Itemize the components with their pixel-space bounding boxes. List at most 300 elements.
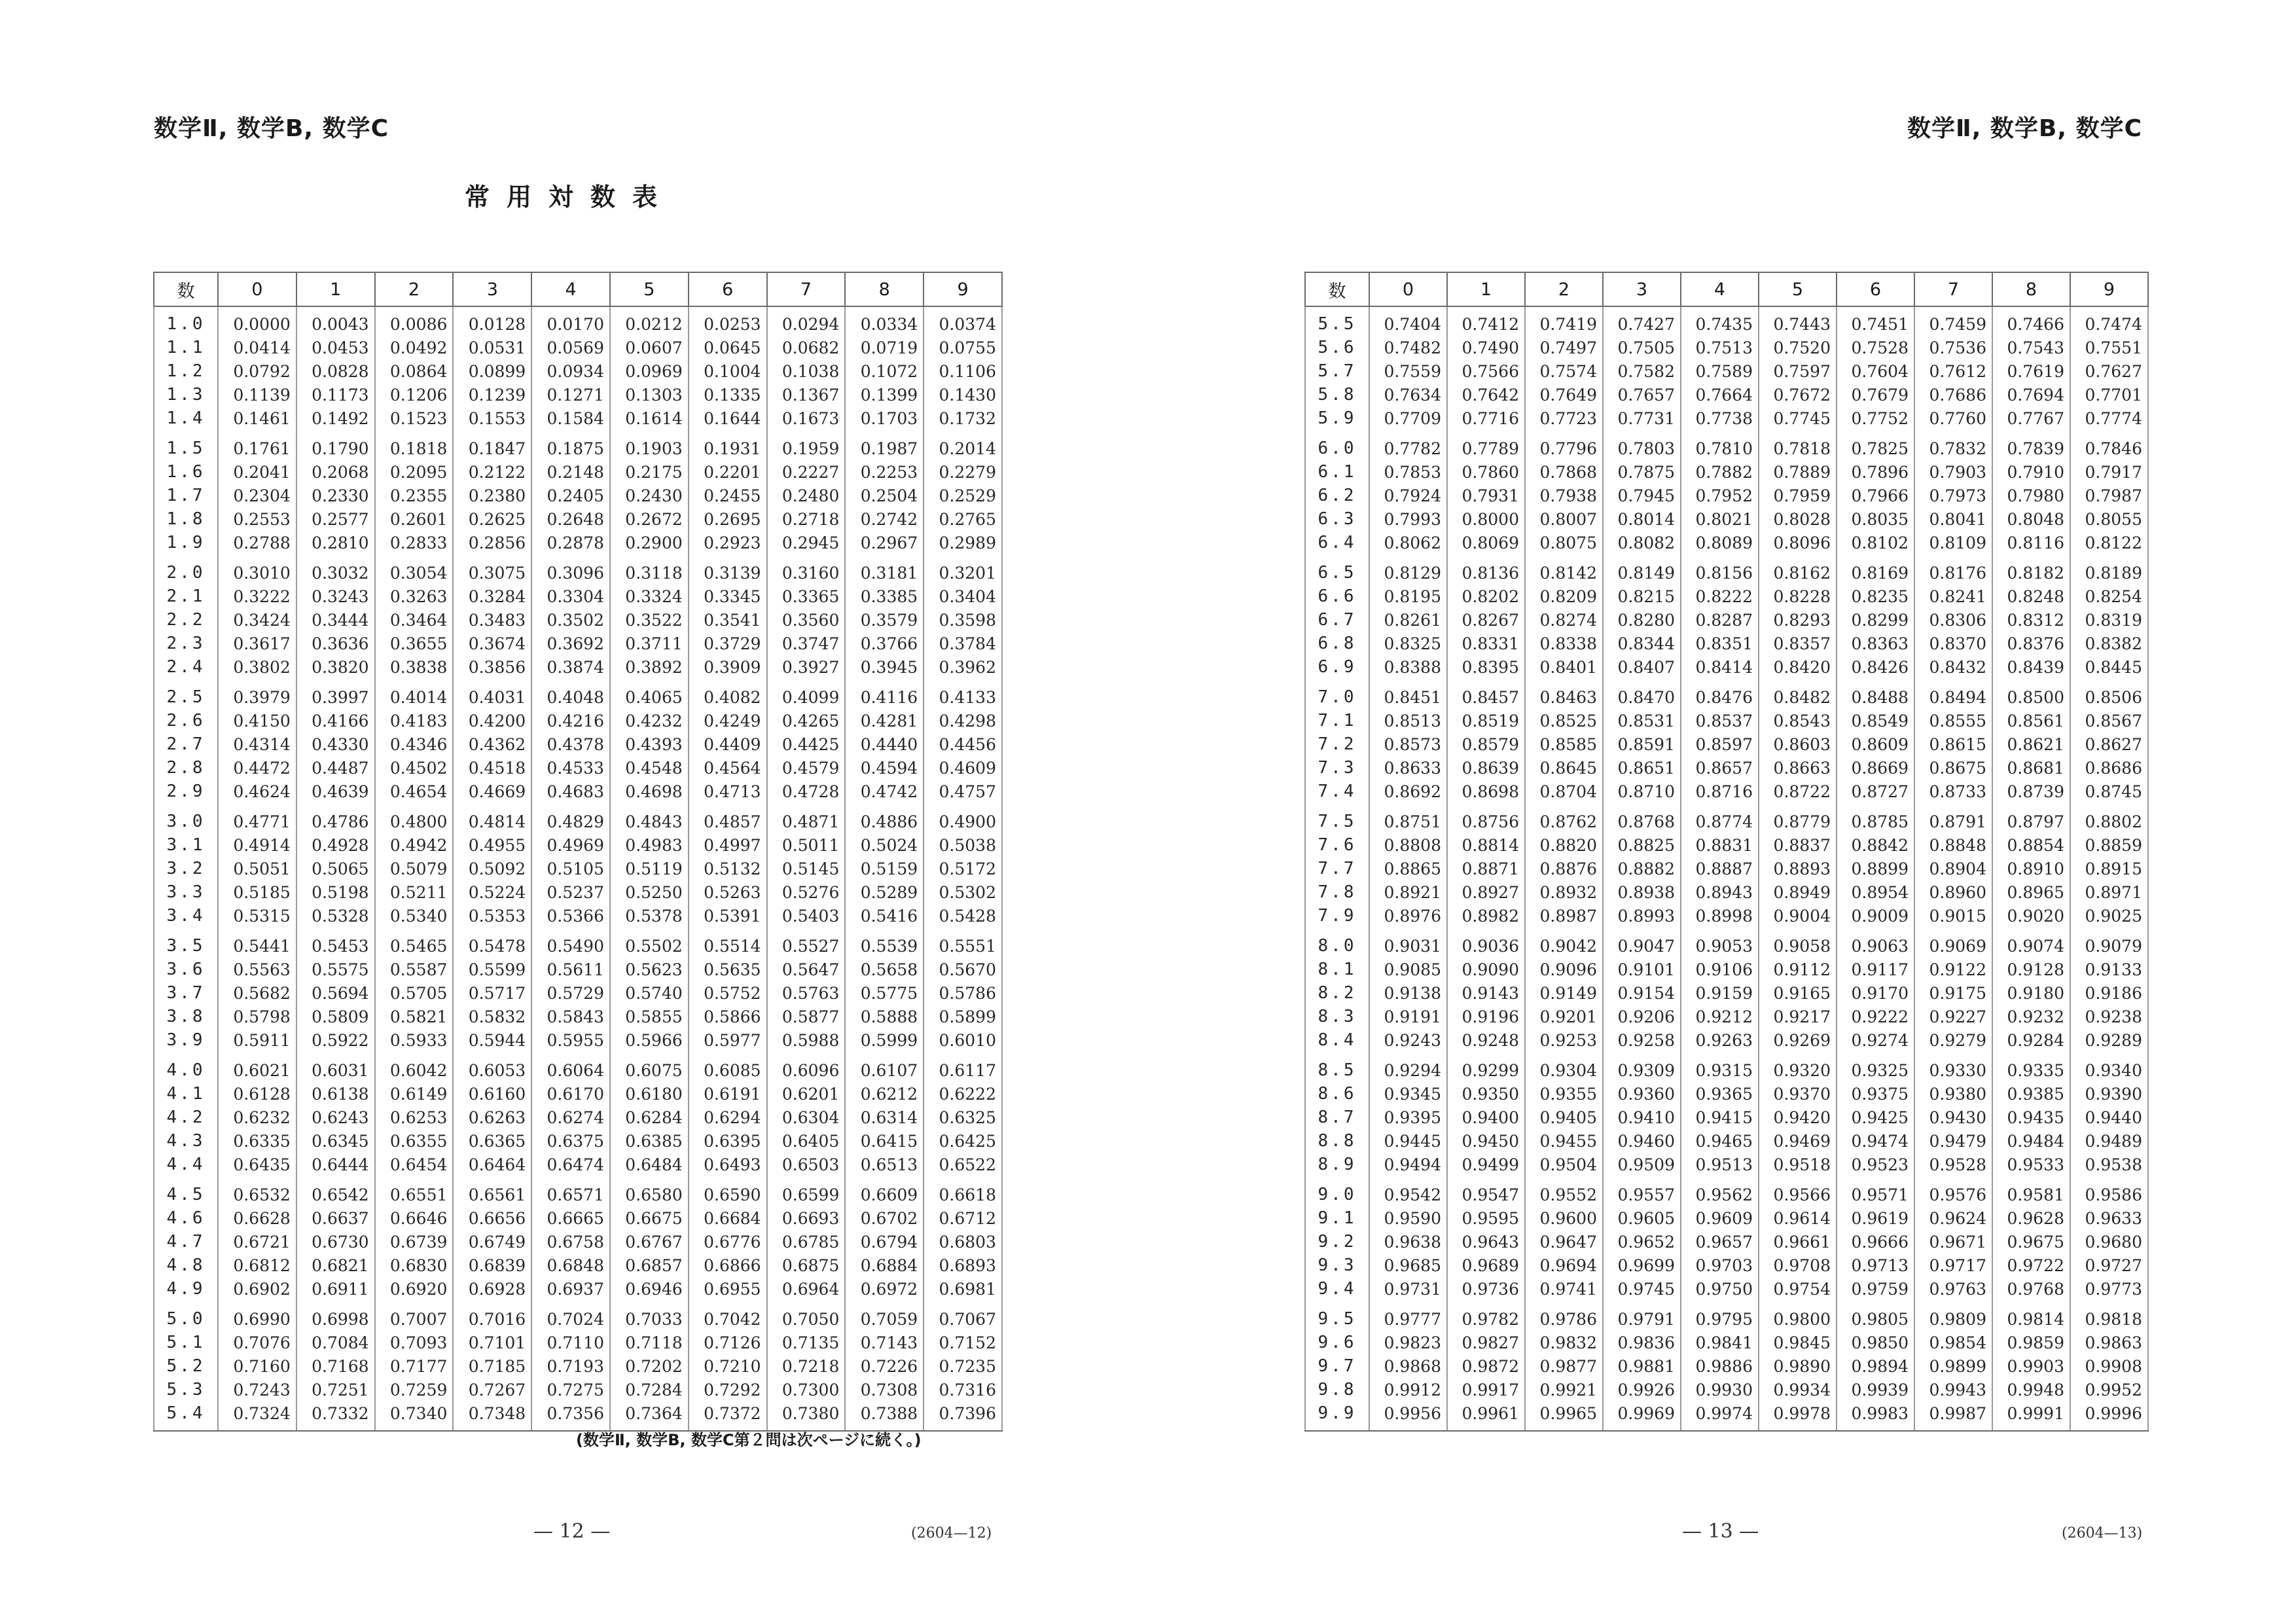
log-value-cell: 0.5717 — [453, 981, 531, 1005]
row-number-cell: 6.8 — [1305, 632, 1369, 655]
log-value-cell: 0.2355 — [375, 484, 454, 507]
log-value-cell: 0.9671 — [1914, 1230, 1992, 1254]
log-value-cell: 0.8274 — [1525, 608, 1603, 632]
log-value-cell: 0.8831 — [1681, 833, 1759, 857]
log-value-cell: 0.8488 — [1837, 679, 1914, 709]
table-row — [154, 655, 1002, 679]
log-value-cell: 0.8865 — [1369, 857, 1447, 880]
log-value-cell: 0.6785 — [767, 1230, 846, 1254]
log-value-cell: 0.8543 — [1759, 709, 1837, 732]
log-value-cell: 0.6972 — [845, 1277, 924, 1301]
log-value-cell: 0.4771 — [218, 803, 296, 833]
log-value-cell: 0.7435 — [1681, 306, 1759, 336]
log-value-cell: 0.8876 — [1525, 857, 1603, 880]
table-row — [154, 1230, 1002, 1254]
row-number-cell: 5.2 — [154, 1354, 218, 1378]
log-value-cell: 0.7251 — [296, 1378, 375, 1401]
table-row — [154, 1028, 1002, 1052]
log-value-cell: 0.8669 — [1837, 756, 1914, 780]
log-value-cell: 0.1492 — [296, 406, 375, 430]
log-value-cell: 0.6812 — [218, 1254, 296, 1277]
row-number-cell: 5.8 — [1305, 383, 1369, 406]
row-number-cell: 3.5 — [154, 928, 218, 958]
log-value-cell: 0.8363 — [1837, 632, 1914, 655]
log-value-cell: 0.1790 — [296, 430, 375, 460]
log-value-cell: 0.6794 — [845, 1230, 924, 1254]
log-value-cell: 0.9652 — [1603, 1230, 1681, 1254]
log-value-cell: 0.8149 — [1603, 554, 1681, 585]
log-value-cell: 0.7839 — [1992, 430, 2070, 460]
log-value-cell: 0.7803 — [1603, 430, 1681, 460]
log-value-cell: 0.7067 — [924, 1301, 1002, 1331]
log-value-cell: 0.8222 — [1681, 585, 1759, 608]
table-row — [1305, 531, 2148, 554]
log-value-cell: 0.6866 — [689, 1254, 767, 1277]
log-value-cell: 0.0334 — [845, 306, 924, 336]
log-value-cell: 0.6532 — [218, 1176, 296, 1206]
row-number-cell: 3.7 — [154, 981, 218, 1005]
log-value-cell: 0.6201 — [767, 1082, 846, 1106]
log-value-cell: 0.9763 — [1914, 1277, 1992, 1301]
row-number-cell: 8.9 — [1305, 1153, 1369, 1176]
log-value-cell: 0.2553 — [218, 507, 296, 531]
log-value-cell: 0.6304 — [767, 1106, 846, 1129]
log-value-cell: 0.5933 — [375, 1028, 454, 1052]
log-value-cell: 0.2430 — [610, 484, 689, 507]
log-value-cell: 0.9258 — [1603, 1028, 1681, 1052]
log-value-cell: 0.8000 — [1447, 507, 1525, 531]
page-number-left: — 12 — — [533, 1520, 611, 1543]
log-value-cell: 0.6981 — [924, 1277, 1002, 1301]
log-value-cell: 0.4099 — [767, 679, 846, 709]
log-value-cell: 0.3304 — [531, 585, 610, 608]
table-row — [154, 857, 1002, 880]
log-value-cell: 0.1173 — [296, 383, 375, 406]
log-value-cell: 0.9248 — [1447, 1028, 1525, 1052]
log-value-cell: 0.6821 — [296, 1254, 375, 1277]
log-value-cell: 0.3766 — [845, 632, 924, 655]
table-row — [154, 1331, 1002, 1354]
log-value-cell: 0.5843 — [531, 1005, 610, 1028]
log-value-cell: 0.9009 — [1837, 904, 1914, 928]
log-value-cell: 0.8915 — [2070, 857, 2148, 880]
table-row — [154, 406, 1002, 430]
log-value-cell: 0.5658 — [845, 958, 924, 981]
log-value-cell: 0.2529 — [924, 484, 1002, 507]
log-value-cell: 0.4983 — [610, 833, 689, 857]
log-value-cell: 0.8591 — [1603, 732, 1681, 756]
log-value-cell: 0.9196 — [1447, 1005, 1525, 1028]
log-value-cell: 0.7528 — [1837, 336, 1914, 359]
log-value-cell: 0.7143 — [845, 1331, 924, 1354]
log-value-cell: 0.4997 — [689, 833, 767, 857]
log-value-cell: 0.7917 — [2070, 460, 2148, 484]
log-value-cell: 0.0453 — [296, 336, 375, 359]
log-value-cell: 0.9440 — [2070, 1106, 2148, 1129]
log-value-cell: 0.7168 — [296, 1354, 375, 1378]
log-value-cell: 0.0000 — [218, 306, 296, 336]
log-value-cell: 0.9727 — [2070, 1254, 2148, 1277]
log-value-cell: 0.5441 — [218, 928, 296, 958]
log-value-cell: 0.7443 — [1759, 306, 1837, 336]
log-value-cell: 0.8762 — [1525, 803, 1603, 833]
page-number-right: — 13 — — [1682, 1520, 1759, 1543]
log-value-cell: 0.5502 — [610, 928, 689, 958]
log-value-cell: 0.2742 — [845, 507, 924, 531]
log-value-cell: 0.1732 — [924, 406, 1002, 430]
log-value-cell: 0.2380 — [453, 484, 531, 507]
row-number-cell: 1.4 — [154, 406, 218, 430]
log-value-cell: 0.9708 — [1759, 1254, 1837, 1277]
log-value-cell: 0.9996 — [2070, 1401, 2148, 1431]
row-number-cell: 2.4 — [154, 655, 218, 679]
log-value-cell: 0.9782 — [1447, 1301, 1525, 1331]
log-value-cell: 0.9759 — [1837, 1277, 1914, 1301]
log-value-cell: 0.6385 — [610, 1129, 689, 1153]
log-value-cell: 0.9877 — [1525, 1354, 1603, 1378]
log-value-cell: 0.2765 — [924, 507, 1002, 531]
table-row — [1305, 1129, 2148, 1153]
log-value-cell: 0.6064 — [531, 1052, 610, 1082]
log-value-cell: 0.9832 — [1525, 1331, 1603, 1354]
log-value-cell: 0.7738 — [1681, 406, 1759, 430]
log-value-cell: 0.6425 — [924, 1129, 1002, 1153]
log-value-cell: 0.8280 — [1603, 608, 1681, 632]
log-value-cell: 0.8675 — [1914, 756, 1992, 780]
log-value-cell: 0.7612 — [1914, 359, 1992, 383]
log-value-cell: 0.8960 — [1914, 880, 1992, 904]
log-value-cell: 0.7536 — [1914, 336, 1992, 359]
log-value-cell: 0.4082 — [689, 679, 767, 709]
log-value-cell: 0.8254 — [2070, 585, 2148, 608]
log-value-cell: 0.9170 — [1837, 981, 1914, 1005]
log-value-cell: 0.5211 — [375, 880, 454, 904]
log-value-cell: 0.6561 — [453, 1176, 531, 1206]
table-row — [154, 306, 1002, 336]
row-number-cell: 9.8 — [1305, 1378, 1369, 1401]
log-value-cell: 0.3802 — [218, 655, 296, 679]
log-value-cell: 0.7686 — [1914, 383, 1992, 406]
column-header-digit: 8 — [1992, 272, 2070, 306]
table-row — [154, 981, 1002, 1005]
table-row — [154, 484, 1002, 507]
log-value-cell: 0.5551 — [924, 928, 1002, 958]
log-value-cell: 0.7945 — [1603, 484, 1681, 507]
log-value-cell: 0.1139 — [218, 383, 296, 406]
log-value-cell: 0.9238 — [2070, 1005, 2148, 1028]
log-value-cell: 0.4346 — [375, 732, 454, 756]
log-value-cell: 0.8943 — [1681, 880, 1759, 904]
log-value-cell: 0.8494 — [1914, 679, 1992, 709]
table-row — [1305, 1005, 2148, 1028]
log-value-cell: 0.9899 — [1914, 1354, 1992, 1378]
log-value-cell: 0.8156 — [1681, 554, 1759, 585]
log-value-cell: 0.7980 — [1992, 484, 2070, 507]
log-value-cell: 0.9315 — [1681, 1052, 1759, 1082]
log-value-cell: 0.8102 — [1837, 531, 1914, 554]
log-value-cell: 0.1271 — [531, 383, 610, 406]
log-value-cell: 0.1673 — [767, 406, 846, 430]
log-value-cell: 0.6170 — [531, 1082, 610, 1106]
log-value-cell: 0.5250 — [610, 880, 689, 904]
log-value-cell: 0.8910 — [1992, 857, 2070, 880]
log-value-cell: 0.6222 — [924, 1082, 1002, 1106]
log-value-cell: 0.6263 — [453, 1106, 531, 1129]
log-value-cell: 0.2041 — [218, 460, 296, 484]
log-value-cell: 0.9921 — [1525, 1378, 1603, 1401]
log-value-cell: 0.9025 — [2070, 904, 2148, 928]
table-row — [1305, 554, 2148, 585]
log-value-cell: 0.7300 — [767, 1378, 846, 1401]
log-value-cell: 0.9983 — [1837, 1401, 1914, 1431]
log-value-cell: 0.3118 — [610, 554, 689, 585]
log-value-cell: 0.4955 — [453, 833, 531, 857]
row-number-cell: 8.8 — [1305, 1129, 1369, 1153]
log-value-cell: 0.8825 — [1603, 833, 1681, 857]
log-value-cell: 0.6571 — [531, 1176, 610, 1206]
log-value-cell: 0.6884 — [845, 1254, 924, 1277]
log-value-cell: 0.5416 — [845, 904, 924, 928]
log-value-cell: 0.5276 — [767, 880, 846, 904]
log-value-cell: 0.6684 — [689, 1206, 767, 1230]
row-number-cell: 4.9 — [154, 1277, 218, 1301]
table-row — [1305, 1401, 2148, 1431]
log-value-cell: 0.7050 — [767, 1301, 846, 1331]
log-value-cell: 0.3404 — [924, 585, 1002, 608]
log-value-cell: 0.2148 — [531, 460, 610, 484]
log-value-cell: 0.7474 — [2070, 306, 2148, 336]
log-value-cell: 0.4654 — [375, 780, 454, 803]
log-value-cell: 0.4609 — [924, 756, 1002, 780]
log-value-cell: 0.8344 — [1603, 632, 1681, 655]
log-value-cell: 0.5944 — [453, 1028, 531, 1052]
log-value-cell: 0.6345 — [296, 1129, 375, 1153]
log-value-cell: 0.6314 — [845, 1106, 924, 1129]
log-value-cell: 0.9930 — [1681, 1378, 1759, 1401]
log-value-cell: 0.6599 — [767, 1176, 846, 1206]
log-value-cell: 0.5353 — [453, 904, 531, 928]
log-value-cell: 0.1931 — [689, 430, 767, 460]
row-number-cell: 1.8 — [154, 507, 218, 531]
log-value-cell: 0.8698 — [1447, 780, 1525, 803]
log-value-cell: 0.9435 — [1992, 1106, 2070, 1129]
log-value-cell: 0.7818 — [1759, 430, 1837, 460]
log-value-cell: 0.8287 — [1681, 608, 1759, 632]
table-row — [154, 732, 1002, 756]
log-value-cell: 0.7292 — [689, 1378, 767, 1401]
log-value-cell: 0.9814 — [1992, 1301, 2070, 1331]
log-value-cell: 0.8370 — [1914, 632, 1992, 655]
log-value-cell: 0.5775 — [845, 981, 924, 1005]
log-value-cell: 0.2648 — [531, 507, 610, 531]
log-value-cell: 0.3181 — [845, 554, 924, 585]
log-value-cell: 0.5740 — [610, 981, 689, 1005]
log-value-cell: 0.9523 — [1837, 1153, 1914, 1176]
log-value-cell: 0.8407 — [1603, 655, 1681, 679]
table-row — [1305, 484, 2148, 507]
log-value-cell: 0.7324 — [218, 1401, 296, 1431]
log-value-cell: 0.9222 — [1837, 1005, 1914, 1028]
log-value-cell: 0.8808 — [1369, 833, 1447, 857]
log-value-cell: 0.4800 — [375, 803, 454, 833]
log-value-cell: 0.4298 — [924, 709, 1002, 732]
log-value-cell: 0.8241 — [1914, 585, 1992, 608]
log-value-cell: 0.8797 — [1992, 803, 2070, 833]
log-value-cell: 0.4900 — [924, 803, 1002, 833]
log-value-cell: 0.7243 — [218, 1378, 296, 1401]
row-number-cell: 5.3 — [154, 1378, 218, 1401]
row-number-cell: 3.6 — [154, 958, 218, 981]
log-value-cell: 0.4393 — [610, 732, 689, 756]
log-value-cell: 0.9415 — [1681, 1106, 1759, 1129]
log-value-cell: 0.8082 — [1603, 531, 1681, 554]
log-value-cell: 0.7412 — [1447, 306, 1525, 336]
log-value-cell: 0.9777 — [1369, 1301, 1447, 1331]
log-value-cell: 0.8376 — [1992, 632, 2070, 655]
log-value-cell: 0.3010 — [218, 554, 296, 585]
log-value-cell: 0.1584 — [531, 406, 610, 430]
log-value-cell: 0.7505 — [1603, 336, 1681, 359]
log-value-cell: 0.8306 — [1914, 608, 1992, 632]
log-value-cell: 0.0969 — [610, 359, 689, 383]
table-row — [1305, 958, 2148, 981]
log-value-cell: 0.5599 — [453, 958, 531, 981]
log-value-cell: 0.8531 — [1603, 709, 1681, 732]
log-value-cell: 0.5145 — [767, 857, 846, 880]
table-row — [1305, 406, 2148, 430]
table-row — [154, 1378, 1002, 1401]
log-value-cell: 0.1959 — [767, 430, 846, 460]
log-value-cell: 0.8470 — [1603, 679, 1681, 709]
log-value-cell: 0.9175 — [1914, 981, 1992, 1005]
log-value-cell: 0.3263 — [375, 585, 454, 608]
row-number-cell: 3.9 — [154, 1028, 218, 1052]
log-value-cell: 0.8663 — [1759, 756, 1837, 780]
log-table-right — [1304, 272, 2149, 1432]
log-value-cell: 0.9294 — [1369, 1052, 1447, 1082]
log-value-cell: 0.9586 — [2070, 1176, 2148, 1206]
log-value-cell: 0.5977 — [689, 1028, 767, 1052]
log-value-cell: 0.8791 — [1914, 803, 1992, 833]
log-value-cell: 0.8069 — [1447, 531, 1525, 554]
log-value-cell: 0.4116 — [845, 679, 924, 709]
log-value-cell: 0.0531 — [453, 336, 531, 359]
log-value-cell: 0.6021 — [218, 1052, 296, 1082]
log-value-cell: 0.6964 — [767, 1277, 846, 1301]
log-value-cell: 0.4579 — [767, 756, 846, 780]
log-value-cell: 0.9320 — [1759, 1052, 1837, 1082]
row-number-cell: 3.0 — [154, 803, 218, 833]
log-value-cell: 0.7160 — [218, 1354, 296, 1378]
log-value-cell: 0.9948 — [1992, 1378, 2070, 1401]
log-value-cell: 0.2279 — [924, 460, 1002, 484]
table-row — [154, 958, 1002, 981]
log-value-cell: 0.9479 — [1914, 1129, 1992, 1153]
log-value-cell: 0.5328 — [296, 904, 375, 928]
log-value-cell: 0.7042 — [689, 1301, 767, 1331]
log-value-cell: 0.5159 — [845, 857, 924, 880]
log-value-cell: 0.6522 — [924, 1153, 1002, 1176]
table-row — [1305, 1331, 2148, 1354]
row-number-cell: 9.5 — [1305, 1301, 1369, 1331]
log-value-cell: 0.4928 — [296, 833, 375, 857]
log-value-cell: 0.6474 — [531, 1153, 610, 1176]
log-value-cell: 0.4502 — [375, 756, 454, 780]
log-value-cell: 0.6107 — [845, 1052, 924, 1082]
log-value-cell: 0.4728 — [767, 780, 846, 803]
log-value-cell: 0.3324 — [610, 585, 689, 608]
log-value-cell: 0.7372 — [689, 1401, 767, 1431]
log-value-cell: 0.7340 — [375, 1401, 454, 1431]
log-value-cell: 0.9845 — [1759, 1331, 1837, 1354]
log-value-cell: 0.7007 — [375, 1301, 454, 1331]
log-value-cell: 0.3483 — [453, 608, 531, 632]
log-value-cell: 0.8774 — [1681, 803, 1759, 833]
column-header-digit: 0 — [218, 272, 296, 306]
log-value-cell: 0.9053 — [1681, 928, 1759, 958]
row-number-cell: 6.1 — [1305, 460, 1369, 484]
row-number-cell: 8.3 — [1305, 1005, 1369, 1028]
log-value-cell: 0.7177 — [375, 1354, 454, 1378]
row-number-cell: 1.0 — [154, 306, 218, 336]
table-header-row — [154, 272, 1002, 306]
column-header-digit: 6 — [689, 272, 767, 306]
log-value-cell: 0.4014 — [375, 679, 454, 709]
log-value-cell: 0.4150 — [218, 709, 296, 732]
log-value-cell: 0.8395 — [1447, 655, 1525, 679]
log-value-cell: 0.9330 — [1914, 1052, 1992, 1082]
log-value-cell: 0.5899 — [924, 1005, 1002, 1028]
log-value-cell: 0.6937 — [531, 1277, 610, 1301]
log-value-cell: 0.3636 — [296, 632, 375, 655]
log-value-cell: 0.7910 — [1992, 460, 2070, 484]
log-value-cell: 0.9474 — [1837, 1129, 1914, 1153]
log-value-cell: 0.5763 — [767, 981, 846, 1005]
log-value-cell: 0.6911 — [296, 1277, 375, 1301]
log-value-cell: 0.9253 — [1525, 1028, 1603, 1052]
log-value-cell: 0.5011 — [767, 833, 846, 857]
table-row — [154, 336, 1002, 359]
log-value-cell: 0.8549 — [1837, 709, 1914, 732]
log-value-cell: 0.8319 — [2070, 608, 2148, 632]
log-value-cell: 0.7574 — [1525, 359, 1603, 383]
log-value-cell: 0.6618 — [924, 1176, 1002, 1206]
log-value-cell: 0.9484 — [1992, 1129, 2070, 1153]
log-value-cell: 0.2878 — [531, 531, 610, 554]
log-value-cell: 0.9217 — [1759, 1005, 1837, 1028]
table-row — [1305, 1378, 2148, 1401]
row-number-cell: 1.3 — [154, 383, 218, 406]
log-value-cell: 0.9800 — [1759, 1301, 1837, 1331]
log-value-cell: 0.8500 — [1992, 679, 2070, 709]
log-value-cell: 0.5366 — [531, 904, 610, 928]
log-value-cell: 0.6693 — [767, 1206, 846, 1230]
log-value-cell: 0.7451 — [1837, 306, 1914, 336]
log-value-cell: 0.7896 — [1837, 460, 1914, 484]
log-value-cell: 0.3444 — [296, 608, 375, 632]
log-value-cell: 0.2330 — [296, 484, 375, 507]
log-value-cell: 0.5132 — [689, 857, 767, 880]
log-value-cell: 0.5832 — [453, 1005, 531, 1028]
log-value-cell: 0.1461 — [218, 406, 296, 430]
log-value-cell: 0.8597 — [1681, 732, 1759, 756]
row-number-cell: 6.0 — [1305, 430, 1369, 460]
log-value-cell: 0.8089 — [1681, 531, 1759, 554]
log-value-cell: 0.8573 — [1369, 732, 1447, 756]
log-value-cell: 0.9180 — [1992, 981, 2070, 1005]
log-value-cell: 0.7723 — [1525, 406, 1603, 430]
log-value-cell: 0.7380 — [767, 1401, 846, 1431]
